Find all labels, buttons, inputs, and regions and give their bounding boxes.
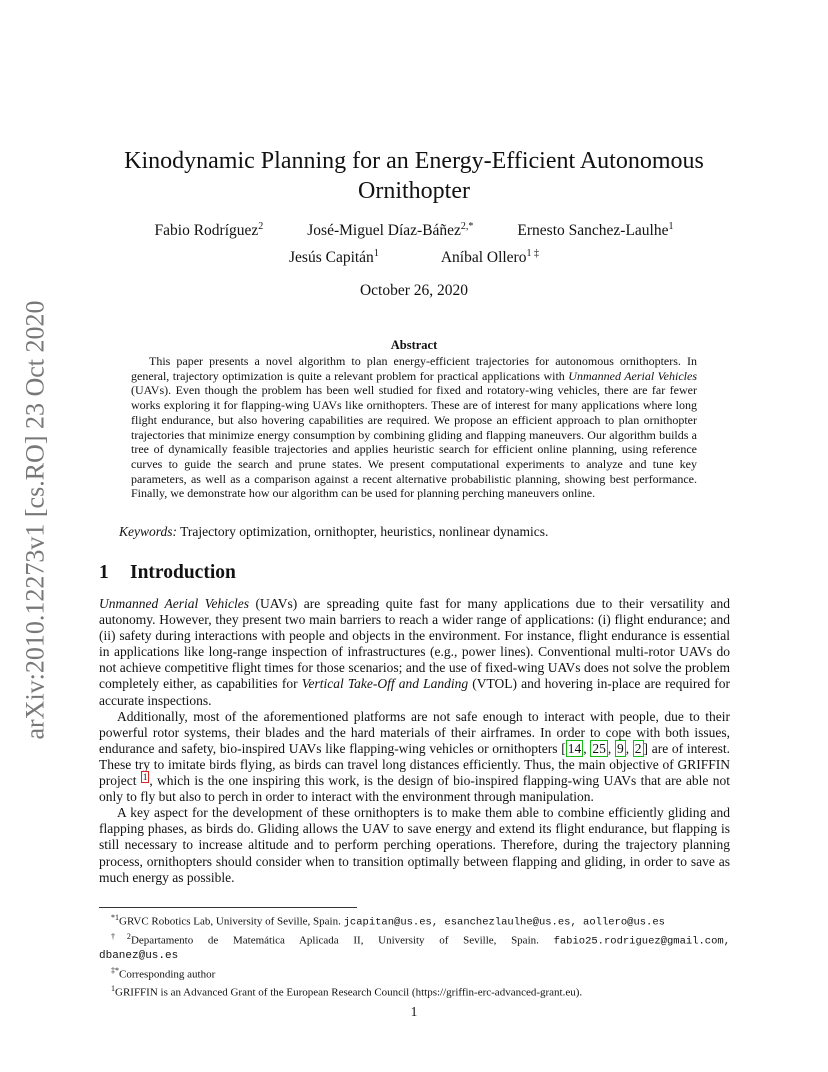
citation-link[interactable]: 25 [592,740,606,756]
author: Fabio Rodríguez$^2$ [154,221,264,240]
author: José-Miguel Díaz-Báñez$^{2,*}$ [307,221,474,240]
email-address: dbanez@us.es [99,950,179,963]
footnotes [99,911,730,1000]
author: Aníbal Ollero$^{1 \ddagger}$ [440,248,539,267]
paragraph: Unmanned Aerial Vehicles (UAVs) are spreading quite fast for many applications due to their versatility and autonomy. However, they present two main barriers to reach a wider range of applications: (i) flight endurance; and (ii) safety during interactions with people and objects in the environment. For instance, flight endurance is essential in applications like long-range inspection of infrastructures (e.g., power lines). Conventional multi-rotor UAVs do not achieve competitive flight times for those scenarios; and the use of fixed-wing UAVs does not solve the problem completely either, as capabilities for Vertical Take-Off and Landing (VTOL) and hovering in-place are required for accurate inspections. [99,596,731,708]
footnote-link[interactable]: 1 [142,771,148,782]
publication-date: October 26, 2020 [359,282,469,299]
authors-row-1 [100,221,728,240]
emphasis-text: Unmanned Aerial Vehicles [568,368,697,383]
keywords-label: Keywords: [119,524,177,539]
page-number: 1 [410,1004,418,1019]
abstract-body: This paper presents a novel algorithm to plan energy-efficient trajectories for autonomous ornithopters. In general, trajectory optimization is quite a relevant problem for practical applications with Unmanned Aerial Vehicles (UAVs). Even though the problem has been well studied for fixed and rotatory-wing vehicles, there are far fewer works exploring it for flapping-wing UAVs like ornithopters. These are of interest for many applications where long flight endurance, but also hovering capabilities are required. We propose an efficient approach to plan ornithopter trajectories that minimize energy consumption by combining gliding and flapping maneuvers. Our algorithm builds a tree of dynamically feasible trajectories and applies heuristic search for efficient online planning, using reference curves to guide the search and prune states. We present computational experiments to analyze and tune key parameters, as well as a comparison against a recent alternative probabilistic planning, showing best performance. Finally, we demonstrate how our algorithm can be used for planning perching maneuvers online. [131,354,697,501]
citation-link[interactable]: 2 [634,740,642,756]
footnote: $^1$GRIFFIN is an Advanced Grant of the European Research Council (https://griffin-erc-advanced-grant.eu). [111,983,583,999]
paragraph: A key aspect for the development of these ornithopters is to make them able to combine efficiently gliding and flapping phases, as birds do. Gliding allows the UAV to save energy and extend its flight endurance, but flapping is still necessary to increase altitude and to perform perching operations. Therefore, during the trajectory planning process, ornithopters should consider when to transition optimally between flapping and gliding, in order to save as much energy as possible. [99,805,730,885]
footnote-continuation [99,949,730,963]
footnote-divider [99,907,357,908]
citation-link[interactable]: 14 [567,740,582,756]
introduction-body [99,596,730,886]
authors-row-2 [100,248,728,267]
keywords-text: Trajectory optimization, ornithopter, heuristics, nonlinear dynamics. [177,524,549,539]
keywords [119,524,719,540]
author-affiliation-mark: 1 [668,221,674,232]
footnote: ‡*Corresponding author [111,965,216,981]
arxiv-identifier-stamp [14,285,58,755]
arxiv-identifier-text: arXiv:2010.12273v1 [cs.RO] 23 Oct 2020 [21,300,50,740]
section-number: 1 [99,562,109,583]
title-line-2: Ornithopter [358,178,470,204]
section-heading [99,562,236,584]
author-affiliation-mark: 2,* [460,221,474,232]
author: Jesús Capitán$^1$ [289,248,379,267]
footnote: $^{\dagger 2}$Departamento de Matemática Aplicada II, University of Seville, Spain. fabio25.rodriguez@gmail.com, [111,932,730,948]
author: Ernesto Sanchez-Laulhe$^1$ [517,221,674,240]
footnote: $^{*1}$GRVC Robotics Lab, University of Seville, Spain. jcapitan@us.es, esanchezlaulhe@us.es, aollero@us.es [111,913,665,929]
citation-link[interactable]: 9 [616,740,624,756]
author-affiliation-mark: 2 [258,221,264,232]
author-affiliation-mark: 1 [373,248,379,259]
paragraph: Additionally, most of the aforementioned platforms are not safe enough to interact with people, due to their powerful rotor systems, their blades and the hard materials of their airframes. In order to cope with both issues, endurance and safety, bio-inspired UAVs like flapping-wing vehicles or ornithopters [ 14 , 25 , 9 , 2 ] are of interest. These try to imitate birds flying, as birds can travel long distances efficiently. Thus, the main objective of GRIFFIN project $^1$ , which is the one inspiring this work, is the design of bio-inspired flapping-wing UAVs that are able not only to fly but also to perch in order to interact with the environment through manipulation. [99,708,731,805]
abstract-heading: Abstract [390,338,438,352]
paper-title [100,146,728,206]
title-line-1: Kinodynamic Planning for an Energy-Efficient Autonomous [124,148,704,174]
section-title: Introduction [130,562,236,583]
author-affiliation-mark: 1 ‡ [526,248,539,259]
email-addresses: fabio25.rodriguez@gmail.com, [553,935,730,948]
email-addresses: jcapitan@us.es, esanchezlaulhe@us.es, aollero@us.es [343,916,665,929]
